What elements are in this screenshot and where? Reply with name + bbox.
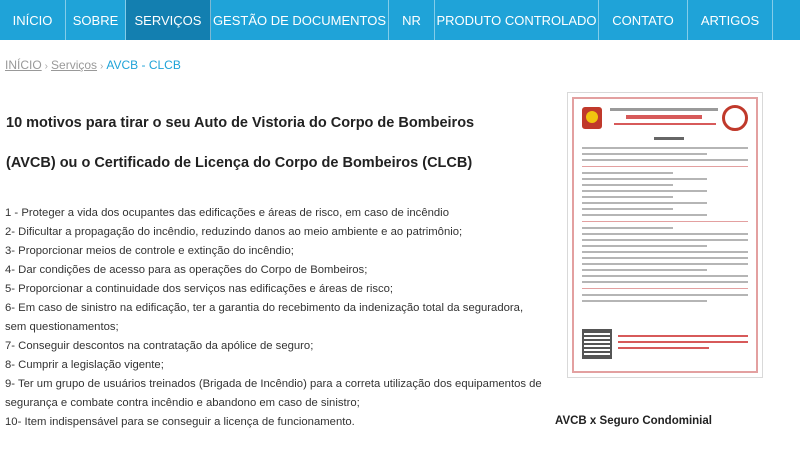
certificate-header-line [610, 108, 718, 111]
motive-item: 5- Proporcionar a continuidade dos serviços nas edificações e áreas de risco; [5, 283, 394, 295]
nav-item-artigos[interactable]: ARTIGOS [688, 0, 773, 40]
motives-list [5, 204, 545, 432]
certificate-header-subtitle [614, 123, 716, 125]
nav-item-contato[interactable]: CONTATO [599, 0, 688, 40]
breadcrumb-current: AVCB - CLCB [106, 58, 181, 72]
fire-department-seal-icon [722, 105, 748, 131]
breadcrumb-separator: › [100, 61, 104, 72]
motive-item: 1 - Proteger a vida dos ocupantes das edificações e áreas de risco, em caso de incêndio [5, 207, 449, 219]
certificate-header-title [626, 115, 702, 119]
qr-code-icon [582, 329, 612, 359]
breadcrumb-services-link[interactable]: Serviços [51, 58, 98, 72]
nav-item-gest-o-de-documentos[interactable]: GESTÃO DE DOCUMENTOS [211, 0, 389, 40]
nav-item-sobre[interactable]: SOBRE [66, 0, 126, 40]
nav-item-servi-os[interactable]: SERVIÇOS [126, 0, 211, 40]
article-title: 10 motivos para tirar o seu Auto de Vistoria do Corpo de Bombeiros (AVCB) ou o Certificado de Licença do Corpo de Bombeiros (CLCB) [6, 115, 475, 171]
motive-item: 6- Em caso de sinistro na edificação, ter a garantia do recebimento da indenização total da seguradora, sem questionamentos; [5, 302, 524, 333]
certificate-footer [618, 335, 748, 353]
main-nav [0, 0, 800, 40]
certificate-body [582, 147, 748, 306]
motive-item: 2- Dificultar a propagação do incêndio, reduzindo danos ao meio ambiente e ao patrimônio; [5, 226, 463, 238]
nav-item-produto-controlado[interactable]: PRODUTO CONTROLADO [435, 0, 599, 40]
motive-item: 3- Proporcionar meios de controle e extinção do incêndio; [5, 245, 294, 257]
motive-item: 4- Dar condições de acesso para as operações do Corpo de Bombeiros; [5, 264, 368, 276]
motive-item: 9- Ter um grupo de usuários treinados (Brigada de Incêndio) para a correta utilização dos equipamentos de segurança e combate contra incêndio e abandono em caso de sinistro; [5, 378, 542, 409]
certificate-number [654, 137, 684, 140]
breadcrumb [5, 58, 181, 72]
nav-item-nr[interactable]: NR [389, 0, 435, 40]
nav-item-in-cio[interactable]: INÍCIO [0, 0, 66, 40]
motive-item: 7- Conseguir descontos na contratação da apólice de seguro; [5, 340, 314, 352]
certificate-image [567, 92, 763, 378]
breadcrumb-separator: › [44, 61, 49, 72]
motive-item: 10- Item indispensável para se conseguir a licença de funcionamento. [5, 416, 355, 428]
motive-item: 8- Cumprir a legislação vigente; [5, 359, 164, 371]
certificate-border [572, 97, 758, 373]
breadcrumb-home-link[interactable]: INÍCIO [5, 58, 42, 72]
police-crest-icon [582, 107, 602, 129]
certificate-caption: AVCB x Seguro Condominial [555, 415, 712, 427]
